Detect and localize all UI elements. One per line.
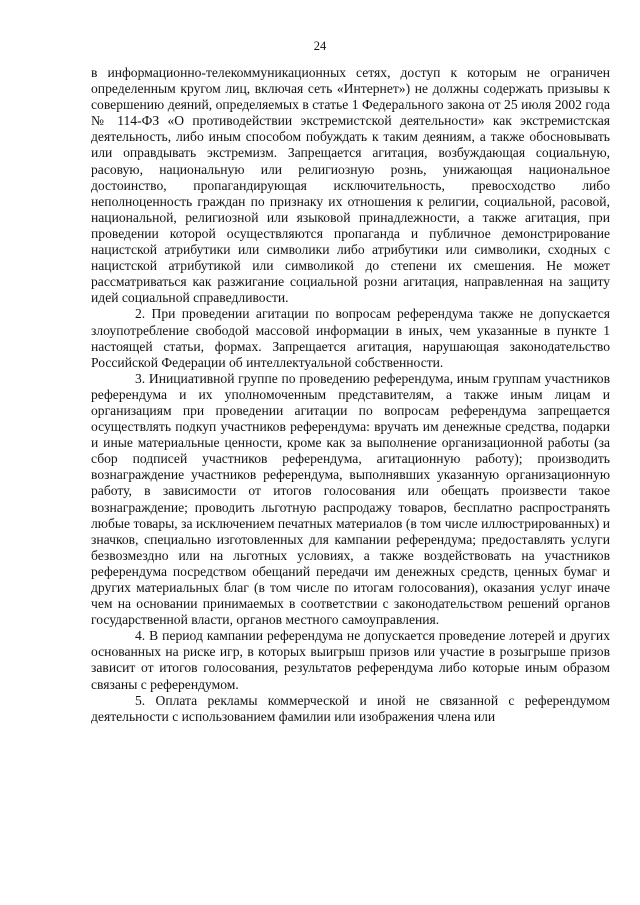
page-number: 24	[313, 39, 327, 53]
paragraph-5: 5. Оплата рекламы коммерческой и иной не связанной с референдумом деятельности с использованием фамилии или изображения члена или	[91, 692, 610, 724]
paragraph-continuation: в информационно-телекоммуникационных сетях, доступ к которым не ограничен определенным кругом лиц, включая сеть «Интернет») не должны содержать призывы к совершению деяний, определяемых в статье 1 Федерального закона от 25 июля 2002 года № 114-ФЗ «О противодействии экстремистской деятельности» как экстремистская деятельность, либо иным способом побуждать к таким деяниям, а также обосновывать или оправдывать экстремизм. Запрещается агитация, возбуждающая социальную, расовую, национальную или религиозную рознь, унижающая национальное достоинство, пропагандирующая исключительность, превосходство либо неполноценность граждан по признаку их отношения к религии, социальной, расовой, национальной, религиозной или языковой принадлежности, а также агитация, при проведении которой осуществляются пропаганда и публичное демонстрирование нацистской атрибутики или символики либо атрибутики или символики, сходных с нацистской атрибутикой или символикой до степени их смешения. Не может рассматриваться как разжигание социальной розни агитация, направленная на защиту идей социальной справедливости.	[91, 65, 610, 306]
document-body	[91, 65, 610, 725]
paragraph-3: 3. Инициативной группе по проведению референдума, иным группам участников референдума и их уполномоченным представителям, а также иным лицам и организациям при проведении агитации по вопросам референдума запрещается осуществлять подкуп участников референдума: вручать им денежные средства, подарки и иные материальные ценности, кроме как за выполнение организационной работы (за сбор подписей участников референдума, агитационную работу); производить вознаграждение участников референдума, выполнявших указанную организационную работу, в зависимости от итогов голосования или обещать произвести такое вознаграждение; проводить льготную распродажу товаров, бесплатно распространять любые товары, за исключением печатных материалов (в том числе иллюстрированных) и значков, специально изготовленных для кампании референдума; предоставлять услуги безвозмездно или на льготных условиях, а также воздействовать на участников референдума посредством обещаний передачи им денежных средств, ценных бумаг и других материальных благ (в том числе по итогам голосования), оказания услуг иначе чем на основании принимаемых в соответствии с законодательством решений органов государственной власти, органов местного самоуправления.	[91, 370, 610, 628]
paragraph-2: 2. При проведении агитации по вопросам референдума также не допускается злоупотребление свободой массовой информации в иных, чем указанные в пункте 1 настоящей статьи, формах. Запрещается агитация, нарушающая законодательство Российской Федерации об интеллектуальной собственности.	[91, 306, 610, 370]
paragraph-4: 4. В период кампании референдума не допускается проведение лотерей и других основанных на риске игр, в которых выигрыш призов или участие в розыгрыше призов зависит от итогов голосования, результатов референдума либо которые иным образом связаны с референдумом.	[91, 628, 610, 692]
